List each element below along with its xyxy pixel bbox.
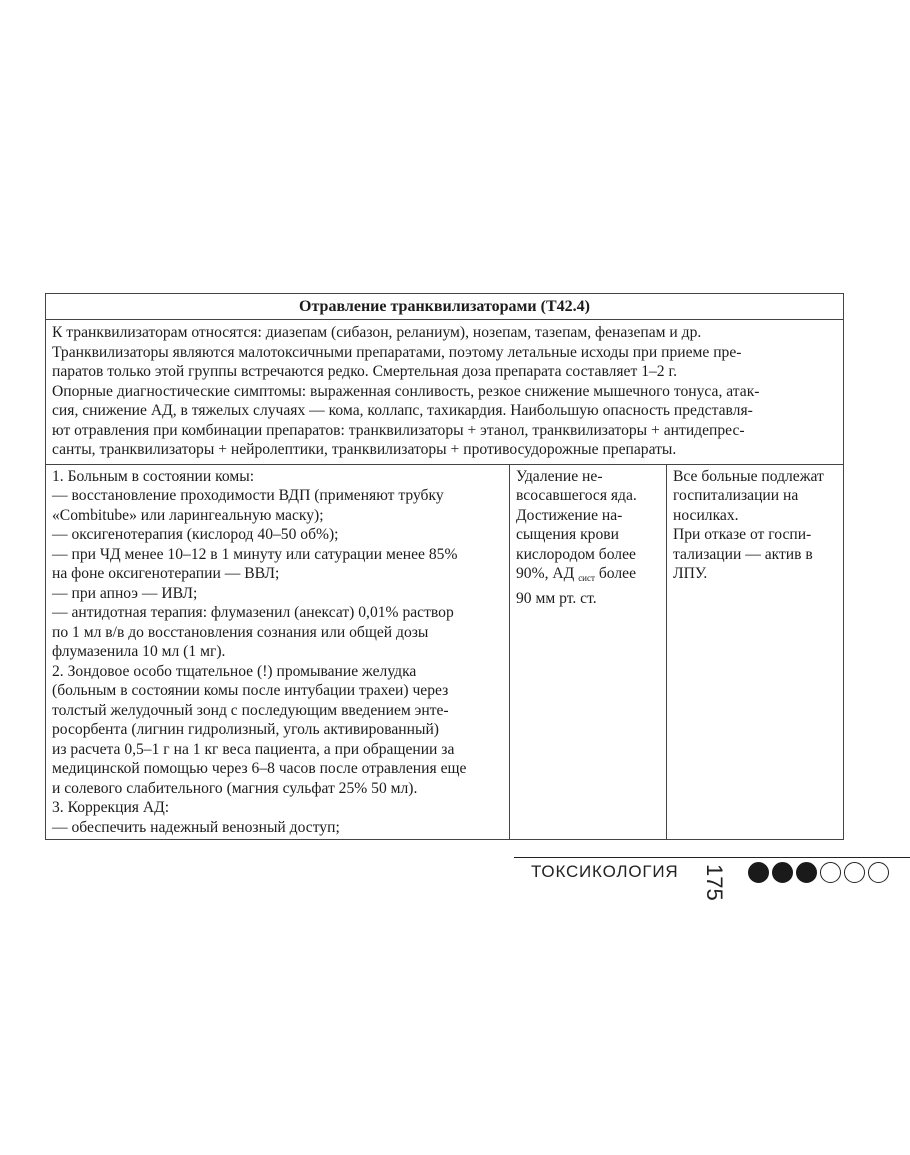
- hospitalization-line: тализации — актив в: [673, 545, 813, 563]
- progress-dots: [748, 862, 889, 883]
- progress-dot: [796, 862, 817, 883]
- hospitalization-line: Все больные подлежат: [673, 467, 824, 485]
- measures-line: — оксигенотерапия (кислород 40–50 об%);: [52, 526, 339, 543]
- progress-dot: [772, 862, 793, 883]
- intro-text: [46, 320, 843, 465]
- intro-line: ют отравления при комбинации препаратов: транквилизаторы + этанол, транквилизаторы + антидепрес-: [52, 421, 745, 439]
- progress-dot: [868, 862, 889, 883]
- intro-line: санты, транквилизаторы + нейролептики, транквилизаторы + противосудорожные препараты.: [52, 441, 677, 458]
- hospitalization-line: носилках.: [673, 506, 739, 524]
- measures-line: — обеспечить надежный венозный доступ;: [52, 818, 340, 836]
- goals-line: сыщения крови: [516, 526, 619, 543]
- measures-line: — восстановление проходимости ВДП (применяют трубку: [52, 487, 444, 504]
- bp-subscript: сист: [578, 573, 595, 583]
- measures-line: — при ЧД менее 10–12 в 1 минуту или сатурации менее 85%: [52, 545, 458, 563]
- measures-line: из расчета 0,5–1 г на 1 кг веса пациента, а при обращении за: [52, 740, 455, 758]
- treatment-table: [45, 293, 844, 840]
- intro-line: сия, снижение АД, в тяжелых случаях — кома, коллапс, тахикардия. Наибольшую опасность представля-: [52, 402, 753, 419]
- goals-line-bp: [516, 564, 660, 589]
- hospitalization-line: При отказе от госпи-: [673, 526, 812, 543]
- measures-line: 2. Зондовое особо тщательное (!) промывание желудка: [52, 662, 417, 680]
- goals-line: Достижение на-: [516, 506, 623, 524]
- goals-line: всосавшегося яда.: [516, 487, 637, 504]
- measures-line: 3. Коррекция АД:: [52, 799, 170, 816]
- hospitalization-line: госпитализации на: [673, 487, 799, 504]
- measures-line: 1. Больным в состоянии комы:: [52, 467, 255, 485]
- bp-suffix: более: [598, 565, 636, 582]
- intro-line: К транквилизаторам относятся: диазепам (сибазон, реланиум), нозепам, тазепам, феназепам и др.: [52, 324, 702, 341]
- measures-line: медицинской помощью через 6–8 часов после отравления еще: [52, 760, 467, 777]
- goals-line: кислородом более: [516, 545, 636, 563]
- measures-line: «Combitube» или ларингеальную маску);: [52, 506, 324, 524]
- measures-line: росорбента (лигнин гидролизный, уголь активированный): [52, 721, 440, 738]
- bp-prefix: 90%, АД: [516, 565, 575, 582]
- footer-rule: [514, 857, 910, 858]
- intro-line: Транквилизаторы являются малотоксичными препаратами, поэтому летальные исходы при приеме пре-: [52, 343, 742, 361]
- progress-dot: [748, 862, 769, 883]
- page-number: 175: [702, 864, 727, 901]
- goals-line: 90 мм рт. ст.: [516, 589, 597, 607]
- measures-line: по 1 мл в/в до восстановления сознания или общей дозы: [52, 623, 429, 641]
- measures-line: толстый желудочный зонд с последующим введением энте-: [52, 701, 449, 719]
- measures-line: — антидотная терапия: флумазенил (анексат) 0,01% раствор: [52, 604, 454, 621]
- measures-line: (больным в состоянии комы после интубации трахеи) через: [52, 682, 449, 699]
- table-body-row: [46, 465, 843, 840]
- goals-column: [510, 465, 667, 840]
- measures-line: и солевого слабительного (магния сульфат 25% 50 мл).: [52, 779, 418, 797]
- measures-line: — при апноэ — ИВЛ;: [52, 584, 198, 602]
- intro-line: Опорные диагностические симптомы: выраженная сонливость, резкое снижение мышечного тонуса, атак-: [52, 382, 760, 400]
- measures-column: [46, 465, 510, 840]
- goals-line: Удаление не-: [516, 467, 603, 485]
- measures-line: на фоне оксигенотерапии — ВВЛ;: [52, 565, 280, 582]
- section-label: ТОКСИКОЛОГИЯ: [531, 862, 679, 881]
- progress-dot: [820, 862, 841, 883]
- hospitalization-line: ЛПУ.: [673, 565, 708, 582]
- progress-dot: [844, 862, 865, 883]
- table-title: Отравление транквилизаторами (Т42.4): [46, 294, 843, 320]
- intro-line: паратов только этой группы встречаются редко. Смертельная доза препарата составляет 1–2 г.: [52, 363, 678, 380]
- hospitalization-column: [667, 465, 843, 840]
- measures-line: флумазенила 10 мл (1 мг).: [52, 643, 226, 660]
